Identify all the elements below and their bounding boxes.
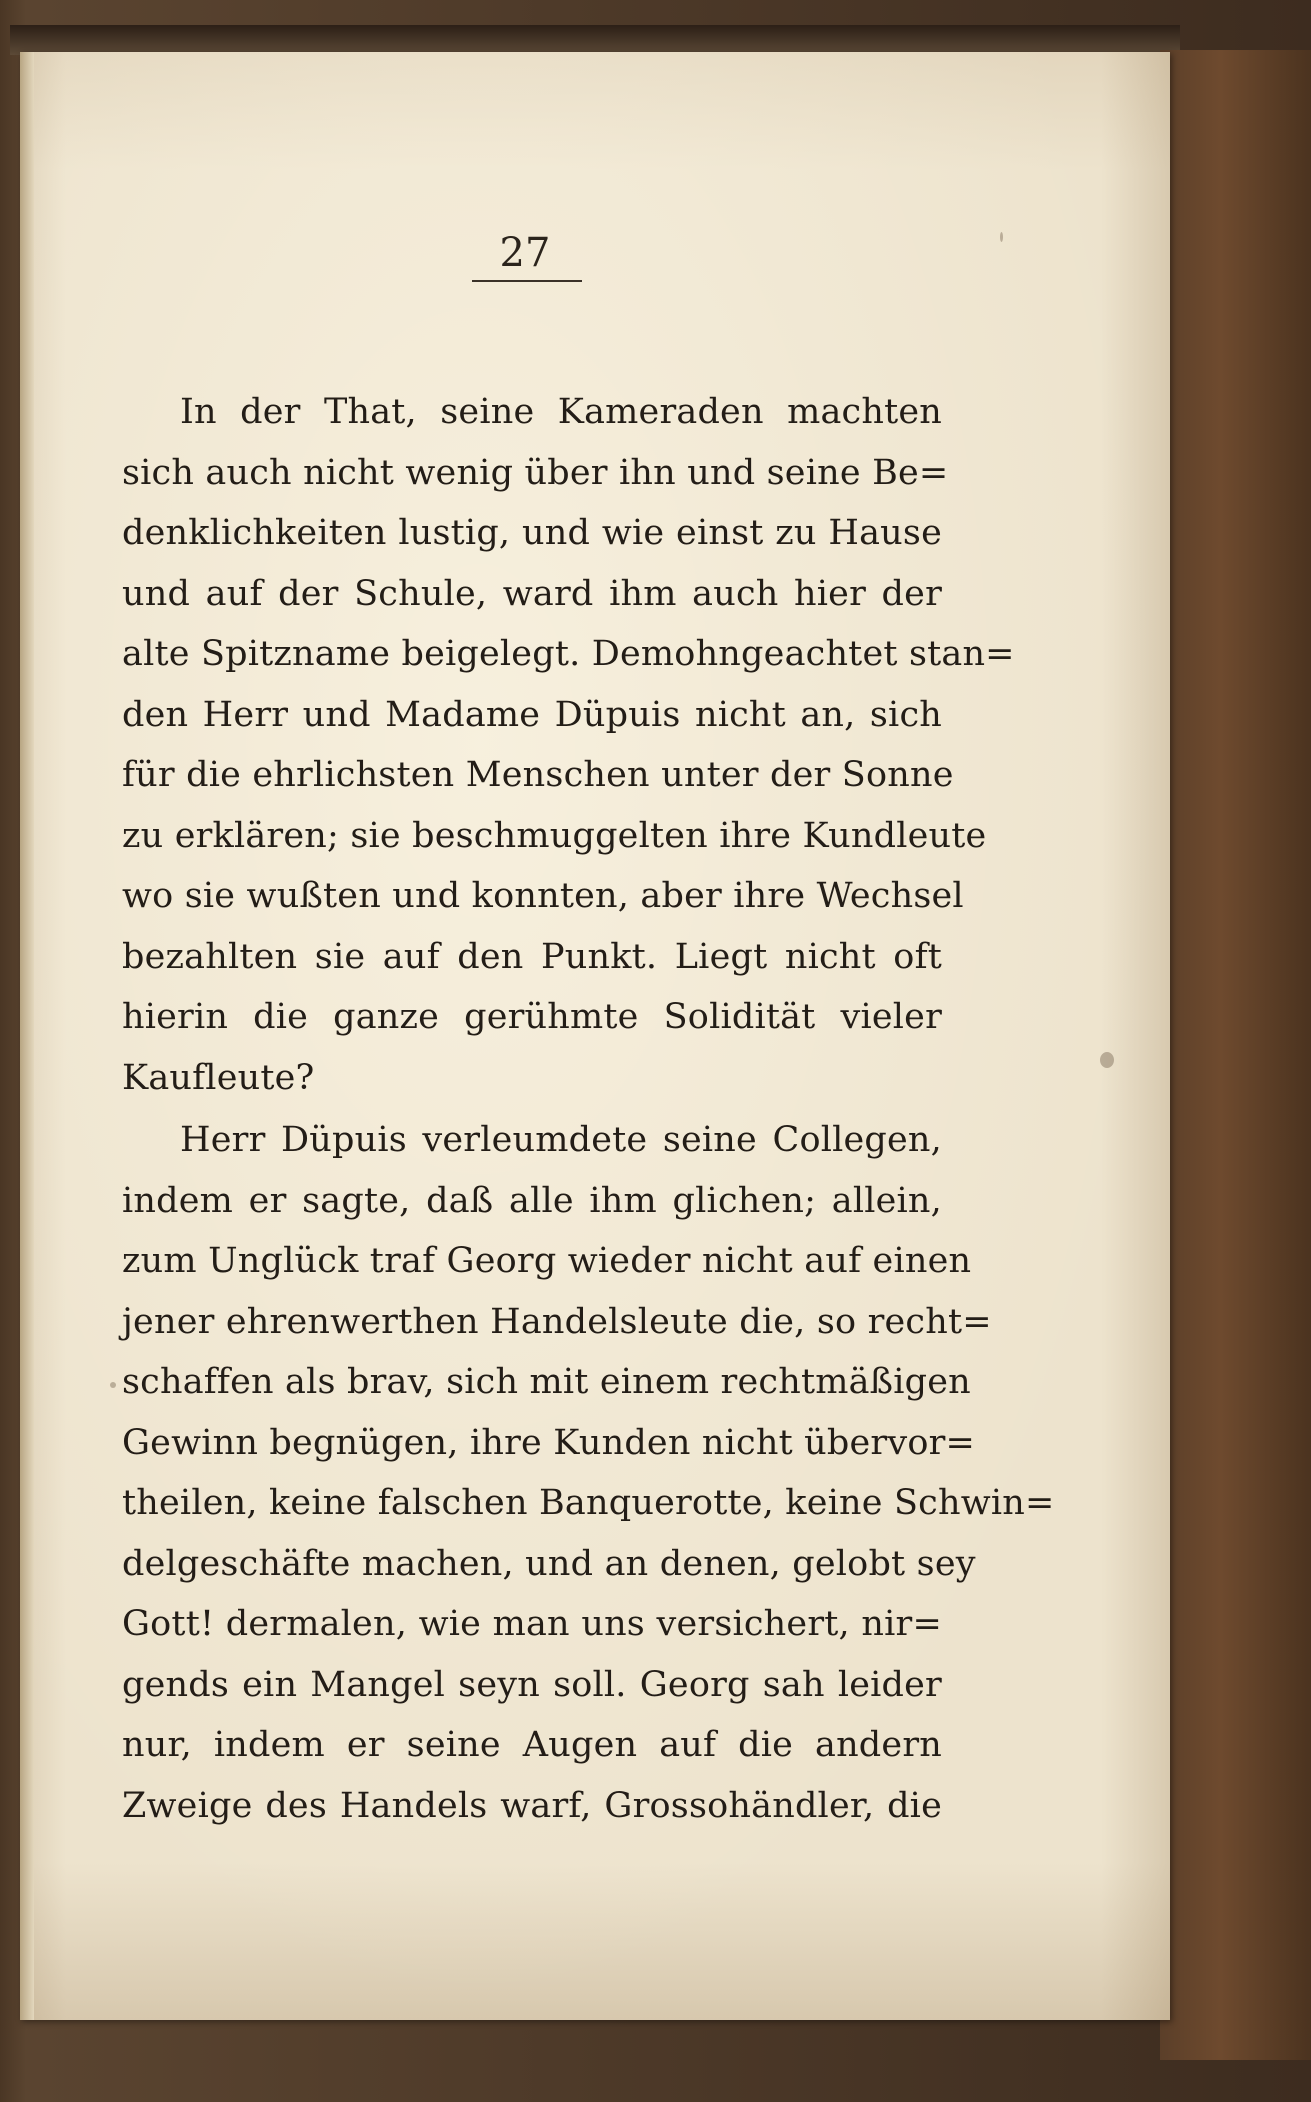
text-line: wo sie wußten und konnten, aber ihre Wechsel xyxy=(122,876,964,916)
text-line: Zweige des Handels warf, Grossohändler, die xyxy=(122,1785,942,1826)
book-page xyxy=(20,52,1170,2020)
text-line: sich auch nicht wenig über ihn und seine Be= xyxy=(122,452,949,493)
text-line: zum Unglück traf Georg wieder nicht auf einen xyxy=(122,1241,972,1281)
page-top-edge xyxy=(10,25,1180,55)
page-number-rule xyxy=(472,280,582,282)
body-text xyxy=(122,382,1055,1836)
text-line: zu erklären; sie beschmuggelten ihre Kundleute xyxy=(122,815,987,856)
text-line: Herr Düpuis verleumdete seine Collegen, xyxy=(180,1120,942,1160)
text-line: bezahlten sie auf den Punkt. Liegt nicht oft xyxy=(122,936,942,977)
paper-stain xyxy=(110,1382,116,1388)
text-line: schaffen als brav, sich mit einem rechtmäßigen xyxy=(122,1362,971,1402)
text-line: und auf der Schule, ward ihm auch hier der xyxy=(122,573,942,614)
text-line: alte Spitzname beigelegt. Demohngeachtet stan= xyxy=(122,634,1015,674)
text-line: indem er sagte, daß alle ihm glichen; allein, xyxy=(122,1180,942,1221)
text-line: nur, indem er seine Augen auf die andern xyxy=(122,1725,942,1765)
text-line: delgeschäfte machen, und an denen, gelobt sey xyxy=(122,1543,976,1584)
text-line: denklichkeiten lustig, und wie einst zu Hause xyxy=(122,513,942,553)
book-cover-edge xyxy=(1160,50,1311,2060)
text-line: Gott! dermalen, wie man uns versichert, nir= xyxy=(122,1604,942,1644)
text-line: Kaufleute? xyxy=(122,1057,315,1098)
paragraph xyxy=(122,382,1015,1108)
page-number: 27 xyxy=(499,230,551,276)
paper-stain xyxy=(1000,232,1003,242)
text-line: den Herr und Madame Düpuis nicht an, sich xyxy=(122,694,942,735)
paper-stain xyxy=(1100,1052,1114,1068)
text-line: In der That, seine Kameraden machten xyxy=(180,392,942,432)
text-line: hierin die ganze gerühmte Solidität vieler xyxy=(122,997,942,1037)
page-gutter xyxy=(20,52,34,2020)
text-line: gends ein Mangel seyn soll. Georg sah leider xyxy=(122,1664,942,1705)
text-line: jener ehrenwerthen Handelsleute die, so recht= xyxy=(122,1301,992,1342)
paragraph xyxy=(122,1110,1055,1836)
text-line: Gewinn begnügen, ihre Kunden nicht übervor= xyxy=(122,1422,976,1463)
text-line: für die ehrlichsten Menschen unter der Sonne xyxy=(122,755,954,795)
text-line: theilen, keine falschen Banquerotte, keine Schwin= xyxy=(122,1483,1055,1523)
